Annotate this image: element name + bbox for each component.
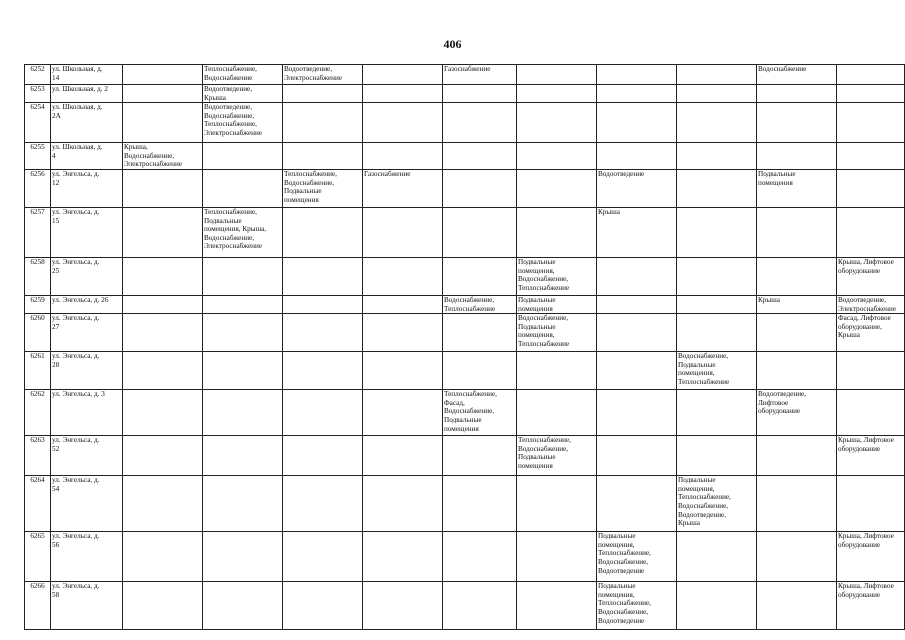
row-number-cell: 6264 — [25, 476, 51, 532]
work-type-cell — [363, 582, 443, 630]
work-type-cell — [123, 390, 203, 436]
work-type-cell: Теплоснабжение, Фасад, Водоснабжение, Подвальные помещения — [443, 390, 517, 436]
address-cell: ул. Энгельса, д. 54 — [51, 476, 123, 532]
address-cell: ул. Энгельса, д. 56 — [51, 532, 123, 582]
work-type-cell — [517, 532, 597, 582]
work-type-cell — [123, 582, 203, 630]
work-type-cell — [677, 257, 757, 295]
work-type-cell — [123, 85, 203, 103]
work-type-cell — [837, 65, 905, 85]
address-cell: ул. Энгельса, д. 25 — [51, 257, 123, 295]
work-type-cell — [123, 476, 203, 532]
work-type-cell — [283, 207, 363, 257]
work-type-cell: Крыша, Лифтовое оборудование — [837, 436, 905, 476]
address-cell: ул. Школьная, д. 14 — [51, 65, 123, 85]
table-body — [25, 65, 905, 630]
table-row — [25, 295, 905, 313]
work-type-cell — [597, 390, 677, 436]
work-type-cell — [597, 295, 677, 313]
table-row — [25, 352, 905, 390]
table-row — [25, 532, 905, 582]
work-type-cell — [123, 436, 203, 476]
table-row — [25, 436, 905, 476]
work-type-cell — [443, 85, 517, 103]
work-type-cell — [203, 476, 283, 532]
work-type-cell — [123, 207, 203, 257]
address-cell: ул. Школьная, д. 4 — [51, 143, 123, 170]
work-type-cell — [677, 295, 757, 313]
table-row — [25, 207, 905, 257]
work-type-cell — [757, 85, 837, 103]
address-cell: ул. Энгельса, д. 26 — [51, 295, 123, 313]
work-type-cell — [517, 85, 597, 103]
table-row — [25, 582, 905, 630]
table-row — [25, 85, 905, 103]
work-type-cell: Подвальные помещения — [517, 295, 597, 313]
work-type-cell: Крыша, Водоснабжение, Электроснабжение — [123, 143, 203, 170]
work-type-cell: Крыша — [597, 207, 677, 257]
row-number-cell: 6262 — [25, 390, 51, 436]
work-type-cell — [283, 85, 363, 103]
row-number-cell: 6258 — [25, 257, 51, 295]
work-type-cell — [597, 476, 677, 532]
work-type-cell — [203, 532, 283, 582]
work-type-cell — [443, 436, 517, 476]
work-type-cell: Водоснабжение, Подвальные помещения, Теплоснабжение — [677, 352, 757, 390]
work-type-cell: Водоснабжение, Подвальные помещения, Теплоснабжение — [517, 314, 597, 352]
work-type-cell — [363, 532, 443, 582]
work-type-cell — [677, 436, 757, 476]
page-number: 406 — [443, 37, 462, 51]
work-type-cell — [517, 103, 597, 143]
work-type-cell — [443, 532, 517, 582]
address-cell: ул. Энгельса, д. 58 — [51, 582, 123, 630]
work-type-cell — [203, 314, 283, 352]
work-type-cell: Газоснабжение — [443, 65, 517, 85]
work-type-cell — [123, 65, 203, 85]
work-type-cell — [597, 143, 677, 170]
work-type-cell — [597, 257, 677, 295]
work-type-cell — [283, 390, 363, 436]
work-type-cell — [677, 582, 757, 630]
work-type-cell — [443, 352, 517, 390]
table-row — [25, 314, 905, 352]
work-type-cell — [443, 143, 517, 170]
work-type-cell — [283, 476, 363, 532]
work-type-cell: Водоотведение, Водоснабжение, Теплоснабжение, Электроснабжение — [203, 103, 283, 143]
work-type-cell — [597, 314, 677, 352]
work-type-cell — [283, 436, 363, 476]
work-type-cell: Крыша, Лифтовое оборудование — [837, 257, 905, 295]
work-type-cell: Водоотведение — [597, 169, 677, 207]
address-cell: ул. Школьная, д. 2 — [51, 85, 123, 103]
work-type-cell: Газоснабжение — [363, 169, 443, 207]
work-type-cell — [677, 532, 757, 582]
work-type-cell — [283, 295, 363, 313]
work-type-cell — [443, 169, 517, 207]
work-type-cell: Водоснабжение, Теплоснабжение — [443, 295, 517, 313]
work-type-cell — [757, 436, 837, 476]
work-type-cell — [517, 476, 597, 532]
work-type-cell — [597, 436, 677, 476]
work-type-cell — [597, 65, 677, 85]
work-type-cell — [517, 65, 597, 85]
work-type-cell — [837, 143, 905, 170]
work-type-cell — [123, 103, 203, 143]
row-number-cell: 6263 — [25, 436, 51, 476]
work-type-cell — [677, 390, 757, 436]
row-number-cell: 6261 — [25, 352, 51, 390]
work-type-cell — [363, 390, 443, 436]
work-type-cell — [363, 352, 443, 390]
work-type-cell: Крыша, Лифтовое оборудование — [837, 582, 905, 630]
table-row — [25, 476, 905, 532]
work-type-cell — [363, 143, 443, 170]
work-type-cell: Подвальные помещения, Теплоснабжение, Водоснабжение, Водоотведение, Крыша — [677, 476, 757, 532]
table-row — [25, 390, 905, 436]
work-type-cell: Теплоснабжение, Водоснабжение — [203, 65, 283, 85]
work-type-cell — [363, 85, 443, 103]
work-type-cell — [123, 295, 203, 313]
work-type-cell — [517, 352, 597, 390]
work-type-cell — [283, 352, 363, 390]
row-number-cell: 6260 — [25, 314, 51, 352]
work-type-cell — [283, 314, 363, 352]
work-type-cell — [203, 390, 283, 436]
table-row — [25, 143, 905, 170]
work-type-cell — [517, 169, 597, 207]
work-type-cell — [837, 352, 905, 390]
work-type-cell — [677, 207, 757, 257]
work-type-cell — [443, 476, 517, 532]
work-type-cell — [203, 295, 283, 313]
address-cell: ул. Энгельса, д. 27 — [51, 314, 123, 352]
work-type-cell — [597, 85, 677, 103]
work-type-cell — [837, 390, 905, 436]
work-type-cell — [677, 65, 757, 85]
work-type-cell — [837, 476, 905, 532]
work-type-cell — [363, 257, 443, 295]
work-type-cell — [597, 352, 677, 390]
work-type-cell — [837, 207, 905, 257]
work-type-cell — [677, 314, 757, 352]
work-type-cell — [837, 85, 905, 103]
work-type-cell — [677, 143, 757, 170]
work-type-cell — [203, 436, 283, 476]
work-type-cell — [837, 103, 905, 143]
address-cell: ул. Энгельса, д. 28 — [51, 352, 123, 390]
address-cell: ул. Школьная, д. 2А — [51, 103, 123, 143]
work-type-cell — [363, 314, 443, 352]
row-number-cell: 6255 — [25, 143, 51, 170]
work-type-cell — [283, 532, 363, 582]
work-type-cell — [363, 295, 443, 313]
work-type-cell — [677, 169, 757, 207]
work-type-cell — [203, 582, 283, 630]
row-number-cell: 6256 — [25, 169, 51, 207]
work-type-cell: Фасад, Лифтовое оборудование, Крыша — [837, 314, 905, 352]
work-type-cell — [443, 207, 517, 257]
work-type-cell — [757, 257, 837, 295]
row-number-cell: 6253 — [25, 85, 51, 103]
work-type-cell — [757, 103, 837, 143]
work-type-cell — [363, 207, 443, 257]
work-type-cell — [443, 582, 517, 630]
work-type-cell — [203, 257, 283, 295]
work-type-cell: Крыша — [757, 295, 837, 313]
work-type-cell — [123, 314, 203, 352]
work-type-cell: Крыша, Лифтовое оборудование — [837, 532, 905, 582]
row-number-cell: 6266 — [25, 582, 51, 630]
work-type-cell — [203, 143, 283, 170]
work-type-cell: Водоотведение, Электроснабжение — [283, 65, 363, 85]
work-type-cell: Подвальные помещения — [757, 169, 837, 207]
work-type-cell — [757, 207, 837, 257]
row-number-cell: 6257 — [25, 207, 51, 257]
table-row — [25, 169, 905, 207]
work-type-cell: Теплоснабжение, Водоснабжение, Подвальные помещения — [283, 169, 363, 207]
work-type-cell — [517, 582, 597, 630]
work-type-cell — [203, 169, 283, 207]
table-row — [25, 257, 905, 295]
row-number-cell: 6252 — [25, 65, 51, 85]
work-type-cell — [517, 143, 597, 170]
row-number-cell: 6254 — [25, 103, 51, 143]
work-type-cell: Подвальные помещения, Теплоснабжение, Водоснабжение, Водоотведение — [597, 532, 677, 582]
work-type-cell — [443, 257, 517, 295]
work-type-cell — [757, 143, 837, 170]
work-type-cell — [757, 582, 837, 630]
work-type-cell — [443, 314, 517, 352]
row-number-cell: 6265 — [25, 532, 51, 582]
work-type-cell: Теплоснабжение, Водоснабжение, Подвальные помещения — [517, 436, 597, 476]
address-cell: ул. Энгельса, д. 15 — [51, 207, 123, 257]
work-type-cell — [123, 169, 203, 207]
work-type-cell: Водоотведение, Крыша — [203, 85, 283, 103]
address-cell: ул. Энгельса, д. 12 — [51, 169, 123, 207]
work-type-cell — [203, 352, 283, 390]
work-type-cell — [757, 476, 837, 532]
work-type-cell: Подвальные помещения, Водоснабжение, Теплоснабжение — [517, 257, 597, 295]
work-type-cell — [597, 103, 677, 143]
work-type-cell — [517, 207, 597, 257]
work-type-cell — [757, 314, 837, 352]
work-type-cell — [123, 352, 203, 390]
work-type-cell — [757, 532, 837, 582]
work-type-cell — [283, 582, 363, 630]
work-type-cell — [837, 169, 905, 207]
work-type-cell — [677, 103, 757, 143]
work-type-cell — [677, 85, 757, 103]
work-type-cell: Водоотведение, Электроснабжение — [837, 295, 905, 313]
work-type-cell — [363, 476, 443, 532]
row-number-cell: 6259 — [25, 295, 51, 313]
address-cell: ул. Энгельса, д. 52 — [51, 436, 123, 476]
work-type-cell — [363, 436, 443, 476]
work-type-cell — [283, 143, 363, 170]
work-type-cell — [363, 103, 443, 143]
work-type-cell — [757, 352, 837, 390]
work-type-cell — [517, 390, 597, 436]
work-type-cell — [443, 103, 517, 143]
repair-schedule-table — [24, 64, 905, 630]
work-type-cell: Водоснабжение — [757, 65, 837, 85]
table-row — [25, 103, 905, 143]
work-type-cell: Подвальные помещения, Теплоснабжение, Водоснабжение, Водоотведение — [597, 582, 677, 630]
work-type-cell: Теплоснабжение, Подвальные помещения, Крыша, Водоснабжение, Электроснабжение — [203, 207, 283, 257]
work-type-cell: Водоотведение, Лифтовое оборудование — [757, 390, 837, 436]
work-type-cell — [363, 65, 443, 85]
work-type-cell — [123, 257, 203, 295]
table-row — [25, 65, 905, 85]
address-cell: ул. Энгельса, д. 3 — [51, 390, 123, 436]
work-type-cell — [283, 103, 363, 143]
work-type-cell — [123, 532, 203, 582]
work-type-cell — [283, 257, 363, 295]
